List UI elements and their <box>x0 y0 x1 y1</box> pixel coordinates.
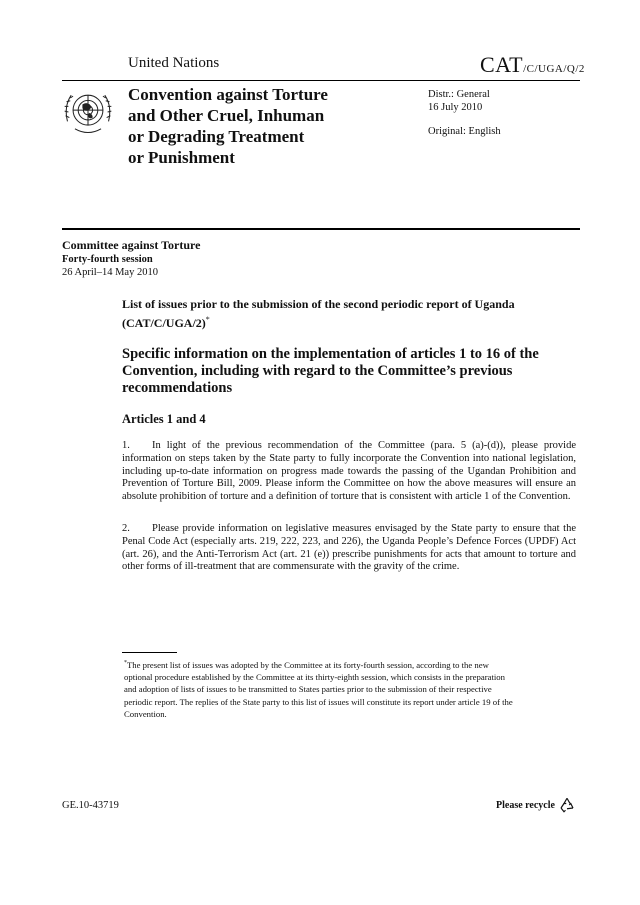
list-of-issues-heading <box>122 296 522 331</box>
un-emblem-icon <box>60 84 116 140</box>
title-line: or Degrading Treatment <box>128 127 305 146</box>
convention-title <box>128 84 368 168</box>
recycle-label: Please recycle <box>496 799 555 811</box>
paragraph-number: 1. <box>122 440 130 451</box>
committee-name: Committee against Torture <box>62 238 201 252</box>
footnote-rule <box>122 652 177 653</box>
footnote-mark: * <box>124 660 127 666</box>
symbol-main: CAT <box>480 52 524 77</box>
paragraph <box>122 523 576 574</box>
recycle-icon <box>558 796 576 814</box>
session-name: Forty-fourth session <box>62 254 153 265</box>
header-rule <box>62 80 580 81</box>
distribution-block <box>428 88 501 138</box>
paragraph-number: 2. <box>122 523 130 534</box>
title-line: and Other Cruel, Inhuman <box>128 106 325 125</box>
section-heading: Specific information on the implementation of articles 1 to 16 of the Convention, including with regard to the Committee’s previous recommendations <box>122 346 539 396</box>
paragraph <box>122 440 576 504</box>
title-line: or Punishment <box>128 148 235 167</box>
title-line: Convention against Torture <box>128 85 328 104</box>
org-name: United Nations <box>128 55 220 71</box>
paragraph-text: Please provide information on legislative measures envisaged by the State party to ensure that the Penal Code Act (especially arts. 219, 222, 223, and 226), the Uganda People’s Defence Forces (UPDF) Act (art. 26), and the Anti-Terrorism Act (art. 21 (e)) prescribe punishments for acts that amount to torture and other forms of ill-treatment that are commensurate with the gravity of the crime. <box>122 523 576 573</box>
document-symbol <box>480 52 585 78</box>
issue-date: 16 July 2010 <box>428 102 483 113</box>
list-heading-text: List of issues prior to the submission of the second periodic report of Uganda (CAT/C/UGA/2) <box>122 297 515 330</box>
articles-heading: Articles 1 and 4 <box>122 412 206 426</box>
original-language: Original: English <box>428 126 501 137</box>
symbol-suffix: /C/UGA/Q/2 <box>523 63 585 75</box>
recycle-notice <box>496 796 576 814</box>
document-code: GE.10-43719 <box>62 800 119 811</box>
footnote-text: The present list of issues was adopted by the Committee at its forty-fourth session, according to the new optional procedure established by the Committee at its thirty-eighth session, which consists in the preparation and adoption of lists of issues to be transmitted to States parties prior to the submission of their respective periodic report. The replies of the State party to this list of issues will constitute its report under article 19 of the Convention. <box>124 659 513 719</box>
distribution: Distr.: General <box>428 89 490 100</box>
footnote-mark: * <box>205 315 210 324</box>
session-dates: 26 April–14 May 2010 <box>62 267 158 278</box>
footnote <box>124 657 516 720</box>
paragraph-text: In light of the previous recommendation of the Committee (para. 5 (a)-(d)), please provide information on steps taken by the State party to fully incorporate the Convention into national legislation, including up-to-date information on progress made towards the passing of the Ugandan Prohibition and Prevention of Torture Bill, 2009. Please inform the Committee on how the above measures will ensure an absolute prohibition of torture and a definition of torture that is consistent with article 1 of the Convention. <box>122 440 576 503</box>
title-rule <box>62 228 580 230</box>
